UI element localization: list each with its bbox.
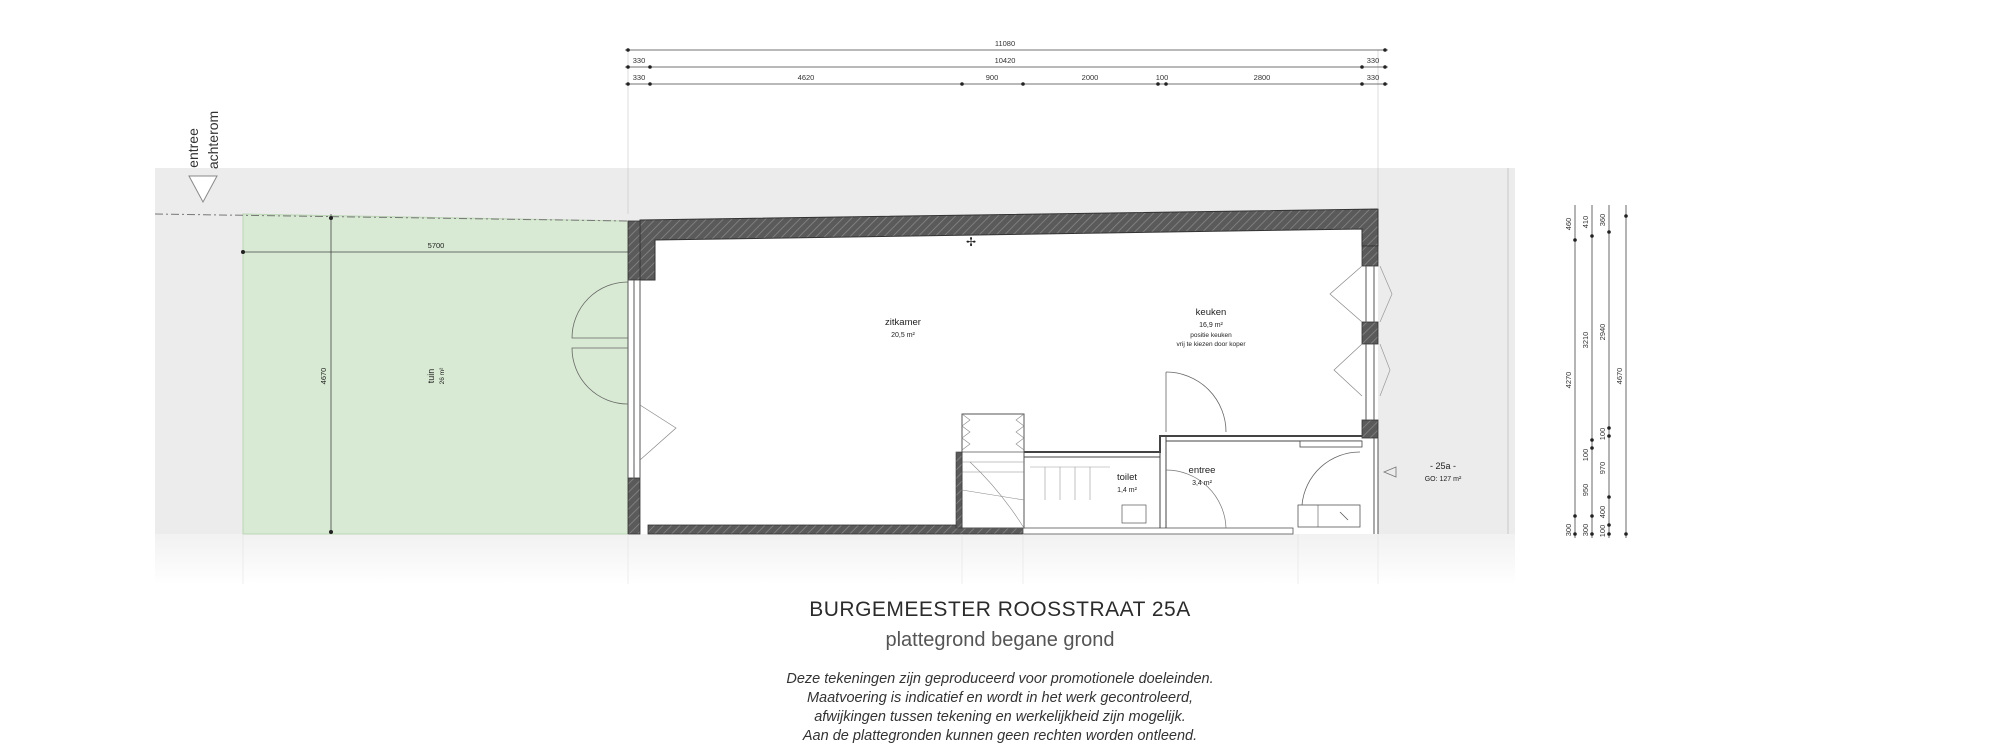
dim-right-c3-3: 100 (1598, 427, 1607, 441)
dim-right-c2-5: 300 (1581, 523, 1590, 537)
dim-segment-2: 900 (985, 73, 999, 82)
dim-right-c1-1: 460 (1564, 217, 1573, 231)
disclaimer-line: Maatvoering is indicatief en wordt in het werk gecontroleerd, (806, 690, 1194, 706)
background-fade (155, 534, 1515, 584)
dim-right-c4-1: 4670 (1615, 367, 1624, 385)
dim-right-c2-1: 410 (1581, 215, 1590, 229)
page-subtitle: plattegrond begane grond (885, 629, 1115, 651)
room-kitchen-note-2: vrij te kiezen door koper (1176, 341, 1246, 348)
room-hall-name: entree (1188, 465, 1216, 476)
dim-left-wall-b: 330 (632, 73, 646, 82)
dim-right-c2-4: 950 (1581, 483, 1590, 497)
garden-width: 5700 (427, 241, 445, 250)
room-living-area: 20,5 m² (891, 332, 915, 339)
room-living-name: zitkamer (885, 317, 921, 328)
garden-name: tuin (426, 368, 436, 384)
dim-left-wall-a: 330 (632, 56, 646, 65)
dim-right-wall-a: 330 (1366, 56, 1380, 65)
room-kitchen-area: 16,9 m² (1199, 322, 1223, 329)
room-toilet-name: toilet (1116, 472, 1138, 483)
room-hall-area: 3,4 m² (1192, 480, 1212, 487)
dim-right-c3-6: 100 (1598, 524, 1607, 538)
room-kitchen-name: keuken (1195, 307, 1227, 318)
dim-right-c1-3: 300 (1564, 523, 1573, 537)
dim-right-c1-2: 4270 (1564, 371, 1573, 389)
staircase (962, 414, 1024, 528)
dim-segment-4: 100 (1155, 73, 1169, 82)
dim-total: 11080 (994, 39, 1016, 48)
disclaimer (0, 670, 2000, 746)
dim-right-c3-1: 360 (1598, 213, 1607, 227)
dim-right-c3-2: 2940 (1598, 323, 1607, 341)
room-kitchen-note-1: positie keuken (1190, 332, 1232, 339)
disclaimer-line: afwijkingen tussen tekening en werkelijkheid zijn mogelijk. (814, 709, 1186, 725)
entrance-rear-label-1: entree (185, 128, 201, 168)
garden-depth: 4670 (319, 367, 328, 385)
dim-right-c2-2: 3210 (1581, 331, 1590, 349)
dim-right-wall-b: 330 (1366, 73, 1380, 82)
dim-inner: 10420 (994, 56, 1016, 65)
dim-right-c3-4: 970 (1598, 461, 1607, 475)
garden-area: 26 m² (439, 367, 446, 385)
entrance-rear-label-2: achterom (205, 110, 221, 170)
dim-right-c3-5: 400 (1598, 505, 1607, 519)
disclaimer-line: Deze tekeningen zijn geproduceerd voor promotionele doeleinden. (786, 671, 1214, 687)
dim-segment-1: 4620 (797, 73, 815, 82)
dim-segment-5: 2800 (1253, 73, 1271, 82)
dim-right-c2-3: 100 (1581, 448, 1590, 462)
unit-area: GO: 127 m² (1424, 476, 1462, 483)
svg-text:✢: ✢ (966, 235, 977, 249)
unit-label: - 25a - (1429, 461, 1457, 471)
dim-segment-3: 2000 (1081, 73, 1099, 82)
room-toilet-area: 1,4 m² (1117, 487, 1137, 494)
disclaimer-line: Aan de plattegronden kunnen geen rechten worden ontleend. (802, 728, 1198, 744)
page-title: BURGEMEESTER ROOSSTRAAT 25A (809, 598, 1191, 621)
